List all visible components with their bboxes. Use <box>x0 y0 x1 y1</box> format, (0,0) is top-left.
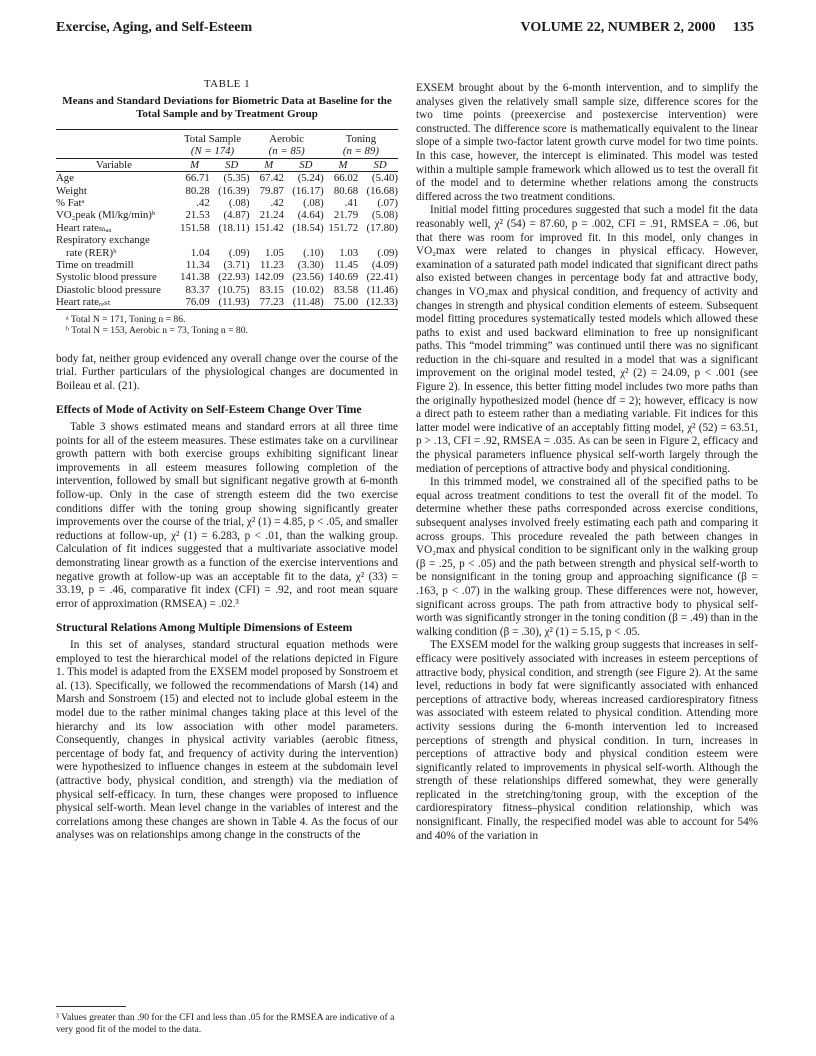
row-cell <box>214 234 250 246</box>
table-footnote-b: ᵇ Total N = 153, Aerobic n = 73, Toning n = 80. <box>66 325 248 337</box>
row-cell: (5.08) <box>371 209 398 222</box>
row-cell: 140.69 <box>328 271 359 284</box>
row-cell: (5.40) <box>371 172 398 185</box>
row-cell: 151.42 <box>254 221 284 234</box>
row-cell <box>324 234 362 246</box>
row-cell: (11.48) <box>292 296 324 309</box>
row-cell: 151.72 <box>328 221 359 234</box>
left-column <box>56 78 398 843</box>
row-cell: (12.33) <box>366 296 398 309</box>
right-column <box>416 82 758 843</box>
row-cell: (23.56) <box>292 271 324 284</box>
stat-header: SD <box>299 158 313 171</box>
row-cell: 141.38 <box>180 271 210 284</box>
row-cell: 79.87 <box>259 184 284 197</box>
row-variable-name: Age <box>56 172 74 185</box>
table-row <box>56 296 398 309</box>
row-cell: (5.35) <box>223 172 250 185</box>
row-cell: (22.41) <box>366 271 398 284</box>
row-cell: (.07) <box>377 197 398 210</box>
row-cell: .42 <box>270 197 284 210</box>
row-cell: (11.93) <box>218 296 250 309</box>
running-header-volume-page: VOLUME 22, NUMBER 2, 2000 135 <box>520 20 754 35</box>
row-cell: (18.54) <box>292 221 324 234</box>
row-cell <box>362 234 398 246</box>
footnote-rule <box>56 1006 126 1007</box>
row-cell: (4.64) <box>297 209 324 222</box>
table-row <box>56 197 398 209</box>
row-variable-name: Heart rateᵣₑₛₜ <box>56 296 111 309</box>
group-header-total: Total Sample <box>183 133 242 145</box>
row-cell: (18.11) <box>218 221 250 234</box>
table-footnote-a: ᵃ Total N = 171, Toning n = 86. <box>66 313 186 325</box>
table-row <box>56 222 398 234</box>
table-row <box>56 271 398 283</box>
row-cell: (.09) <box>377 246 398 259</box>
row-cell: (4.87) <box>223 209 250 222</box>
row-cell: 80.68 <box>333 184 359 197</box>
stat-header: M <box>190 158 200 171</box>
body-paragraph: Table 3 shows estimated means and standard errors at all three time points for all of the esteem measures. These estimates take on a curvilinear growth pattern with both exercise groups exhibiting significant linear improvements in all esteem measures following completion of the intervention, followed by small but significant negative growth at 6-month follow-up. Only in the case of strength esteem did the two exercise conditions differ with the toning group showing significantly greater improvements over the course of the trial, χ² (1) = 4.85, p < .05, and smaller reductions at follow-up, χ² (1) = 6.283, p < .01, than the walking group. Calculation of fit indices suggested that a multivariate associative model demonstrating linear growth as a function of the exercise interventions and negative growth at follow-up was an acceptable fit to the data, χ² (33) = 33.19, p = .46, comparative fit index (CFI) = .92, and root mean square error of approximation (RMSEA) = .02.³ <box>56 421 398 610</box>
row-cell: (.10) <box>303 246 324 259</box>
row-cell: (.08) <box>228 197 250 210</box>
section-heading: Structural Relations Among Multiple Dimensions of Esteem <box>56 621 353 635</box>
row-cell <box>250 234 288 246</box>
row-cell: 21.53 <box>185 209 210 222</box>
row-cell: 142.09 <box>254 271 284 284</box>
row-cell: 76.09 <box>185 296 210 309</box>
table-row <box>56 185 398 197</box>
row-cell: 83.37 <box>185 283 210 296</box>
row-cell: 1.04 <box>190 246 210 259</box>
variable-header: Variable <box>96 158 132 171</box>
stat-header: SD <box>373 158 387 171</box>
body-paragraph: EXSEM brought about by the 6-month intervention, and to simplify the analyses given the relatively small sample size, difference scores for the two time points (preexercise and postexercise intervention) were constructed. The difference score is mathematically equivalent to the linear slope of a simple two-factor latent growth curve model for two time points. In this case, however, the intercept is eliminated. This model was tested within a multiple sample framework which allowed us to test the overall fit of the model and to determine whether relations among the constructs differed across the two treatment conditions. <box>416 82 758 203</box>
row-cell: (10.75) <box>218 283 250 296</box>
row-cell: 83.15 <box>259 283 284 296</box>
row-cell: (17.80) <box>366 221 398 234</box>
row-cell: 80.28 <box>185 184 210 197</box>
group-n-aerobic: (n = 85) <box>268 145 305 158</box>
row-cell: 1.03 <box>339 246 359 259</box>
biometric-table <box>56 129 398 310</box>
running-header-title: Exercise, Aging, and Self-Esteem <box>56 20 253 35</box>
section-heading: Effects of Mode of Activity on Self-Esteem Change Over Time <box>56 403 362 417</box>
stat-header: SD <box>225 158 239 171</box>
group-n-toning: (n = 89) <box>342 145 379 158</box>
row-cell <box>175 234 213 246</box>
table-row <box>56 172 398 185</box>
table-row <box>56 284 398 296</box>
row-cell: .42 <box>196 197 210 210</box>
row-cell: 75.00 <box>333 296 359 309</box>
page-footnote: ³ Values greater than .90 for the CFI and less than .05 for the RMSEA are indicative of a very good fit of the model to the data. <box>56 1012 395 1035</box>
row-cell: 66.71 <box>185 172 210 185</box>
body-paragraph: Initial model fitting procedures suggested that such a model fit the data reasonably well, χ² (54) = 87.60, p = .002, CFI = .91, RMSEA = .06, but that there was room for improved fit. In this model, only changes in VO₂max were related to changes in physical efficacy. However, examination of a saturated path model indicated that significant direct paths also existed between changes in percentage body fat and attractive body, changes in VO₂max and physical condition, and frequency of activity and changes in strength and physical condition elements of esteem. Subsequent model fitting procedures systematically tested models which allowed these paths to exist and used backward elimination to free up nonsignificant paths. This “model trimming” was continued until there was no significant reduction in the chi-square and resulted in a model that was a significant improvement on the original model tested, χ² (2) = 24.09, p < .001 (see Figure 2). In essence, this better fitting model includes two more paths than the originally hypothesized model (hence df = 2); however, efficacy is now a direct path to esteem rather than a mediating variable. Fit indices for this latter model were indicative of an acceptably fitting model, χ² (52) = 63.51, p > .13, CFI = .92, RMSEA = .035. As can be seen in Figure 2, efficacy and the physical parameters influence physical self-worth largely through the mediation of perceptions of attractive body and physical conditioning. <box>416 204 758 475</box>
row-cell: 67.42 <box>259 172 284 185</box>
row-cell: 77.23 <box>259 296 284 309</box>
group-header-aerobic: Aerobic <box>269 133 305 145</box>
row-variable-name: Systolic blood pressure <box>56 271 157 284</box>
row-cell: (16.68) <box>366 184 398 197</box>
row-cell: 151.58 <box>180 221 210 234</box>
row-variable-name: Weight <box>56 184 87 197</box>
body-paragraph: In this set of analyses, standard structural equation methods were employed to test the hierarchical model of the relations depicted in Figure 1. This model is adapted from the EXSEM model proposed by Sonstroem et al. (13). Specifically, we followed the recommendations of Marsh (14) and Marsh and Sonstroem (15) and elected not to include global esteem in the model due to the rather minimal changes taking place at this level of the hierarchy and its low association with other model parameters. Consequently, changes in physical activity variables (aerobic fitness, percentage of body fat, and frequency of activity during the intervention) were hypothesized to influence changes in esteem at the subdomain level (attractive body, physical condition, and strength) via the mediation of physical self-efficacy. In turn, these changes were proposed to influence physical self-worth. Mean level change in the variables of interest and the correlations among these changes are shown in Table 4. As the focus of our analyses was on relationships among change in the constructs of the <box>56 638 398 842</box>
row-cell: 83.58 <box>333 283 359 296</box>
row-variable-name: rate (RER)ᵇ <box>66 246 117 259</box>
row-cell: (22.93) <box>218 271 250 284</box>
group-header-toning: Toning <box>345 133 377 145</box>
row-cell: 11.23 <box>260 259 284 272</box>
row-cell: 66.02 <box>333 172 359 185</box>
row-cell: 1.05 <box>265 246 284 259</box>
row-cell: (16.39) <box>218 184 250 197</box>
table-title: Means and Standard Deviations for Biometric Data at Baseline for the Total Sample and by Treatment Group <box>62 95 392 120</box>
group-n-total: (N = 174) <box>190 145 235 158</box>
body-paragraph: body fat, neither group evidenced any overall change over the course of the trial. Further particulars of the physiological changes are documented in Boileau et al. (21). <box>56 352 398 392</box>
table-row <box>56 259 398 271</box>
row-cell: 11.45 <box>334 259 359 272</box>
stat-header: M <box>338 158 348 171</box>
row-cell <box>288 234 324 246</box>
stat-header: M <box>264 158 274 171</box>
row-variable-name: Time on treadmill <box>56 259 134 272</box>
row-cell: .41 <box>344 197 359 210</box>
table-row <box>56 234 398 246</box>
row-cell: 21.79 <box>333 209 359 222</box>
row-cell: (16.17) <box>292 184 324 197</box>
row-cell: (4.09) <box>371 259 398 272</box>
row-variable-name: VO₂peak (Ml/kg/min)ᵇ <box>56 209 156 222</box>
table-row <box>56 247 398 259</box>
row-cell: (3.71) <box>223 259 250 272</box>
row-variable-name: Respiratory exchange <box>56 234 150 247</box>
row-variable-name: Diastolic blood pressure <box>56 283 161 296</box>
row-cell: (5.24) <box>297 172 324 185</box>
row-variable-name: % Fatᵃ <box>56 197 85 210</box>
row-cell: (10.02) <box>292 283 324 296</box>
row-cell: 21.24 <box>259 209 284 222</box>
row-cell: (.09) <box>228 246 250 259</box>
row-cell: 11.34 <box>185 259 210 272</box>
row-cell: (11.46) <box>366 283 398 296</box>
row-cell: (.08) <box>303 197 324 210</box>
table-body <box>56 172 398 309</box>
body-paragraph: The EXSEM model for the walking group suggests that increases in self-efficacy were positively associated with increases in esteem perceptions of attractive body, physical condition, and strength (see Figure 2). At the same level, reductions in body fat were significantly associated with enhanced perceptions of attractive body, whereas increased cardiorespiratory fitness was associated with esteem related to physical condition. Attending more activity sessions during the 6-month intervention led to increased perceptions of strength and physical condition. In turn, increases in perceptions of attractive body and physical condition esteem were significantly related to improvements in physical self-worth. Although the strength of these relationships differed somewhat, they were generally replicated in the stretching/toning group, with the exception of the cardiorespiratory fitness–physical condition relationship, which was nonsignificant. Finally, the respecified model was able to account for 54% and 40% of the variation in <box>416 639 758 842</box>
table-row <box>56 209 398 221</box>
row-variable-name: Heart rateₘₐₓ <box>56 221 112 234</box>
body-paragraph: In this trimmed model, we constrained all of the specified paths to be equal across treatment conditions to test the overall fit of the model. To determine whether these paths corresponded across exercise conditions, subsequent analyses involved freely estimating each path and comparing it across groups. This procedure revealed the path between changes in VO₂max and physical condition to be significant only in the walking group (β = .25, p < .05) and the path between strength and physical self-worth to be nonsignificant in the toning group and approaching significance (β = .163, p < .07) in the walking group. These differences were not, however, significant across groups. The path from attractive body to physical self-worth was significantly stronger in the toning condition (β = .49) than in the walking condition (β = .30), χ² (1) = 5.15, p < .05. <box>416 476 758 638</box>
row-cell: (3.30) <box>297 259 324 272</box>
table-label: TABLE 1 <box>203 78 251 90</box>
